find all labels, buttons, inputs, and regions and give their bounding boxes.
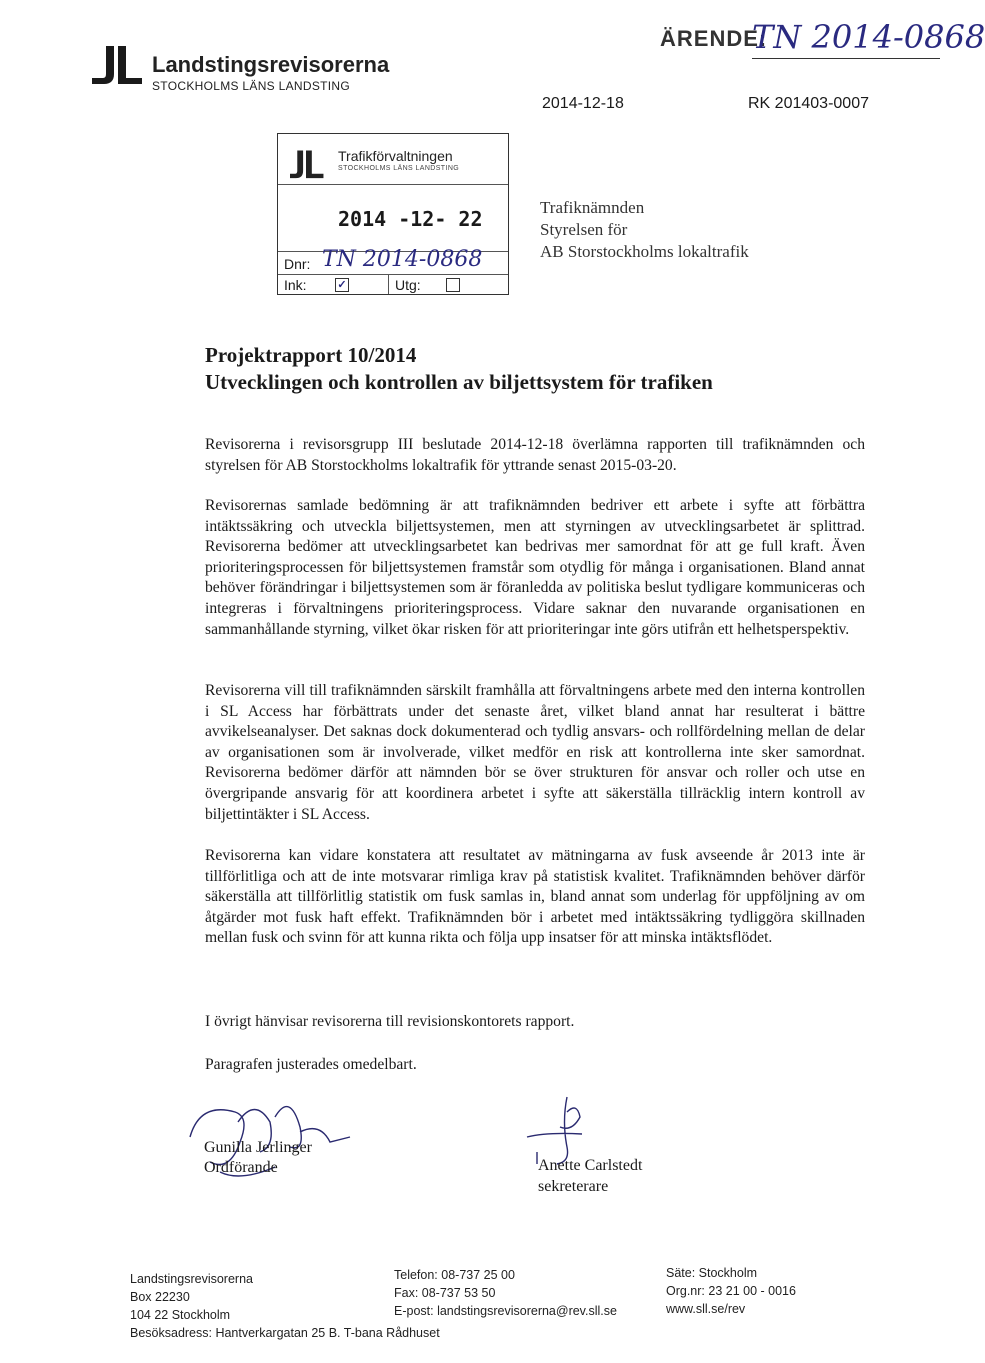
arende-underline bbox=[752, 58, 940, 59]
body-paragraph: Paragrafen justerades omedelbart. bbox=[205, 1056, 417, 1073]
footer-org: Landstingsrevisorerna bbox=[130, 1272, 253, 1286]
signatory-left-role: Ordförande bbox=[204, 1159, 278, 1176]
body-paragraph: Revisorerna i revisorsgrupp III beslutade 2014-12-18 överlämna rapporten till trafiknämnden och styrelsen för AB Storstockholms lokaltrafik för yttrande senast 2015-03-20. bbox=[205, 436, 865, 474]
body-paragraph: I övrigt hänvisar revisorerna till revisionskontorets rapport. bbox=[205, 1013, 575, 1030]
stamp-divider bbox=[278, 184, 508, 185]
body-paragraph: Revisorernas samlade bedömning är att trafiknämnden bedriver ett arbete i syfte att förbättra intäktssäkring och utveckla biljettsystemen, men att styrningen av utvecklingsarbetet är splittrad. Revisorerna bedömer att utvecklingsarbetet kan bedrivas mer samordnat för att ge full kraft. Även prioriteringsprocessen för biljettsystemen framstår som otydlig för många i organisationen. Bland annat behöver förändringar i biljettsystemen som är föranledda av politiska beslut tydligare kommuniceras och integreras i förvaltningens prioriteringsprocess. Vidare saknar den nuvarande organisationen en sammanhållande styrning, vilket ökar risken för att prioriteringar inte görs utifrån ett helhetsperspektiv. bbox=[205, 497, 865, 638]
footer-box: Box 22230 bbox=[130, 1290, 190, 1304]
footer-contact bbox=[394, 1266, 617, 1320]
footer-seat: Säte: Stockholm bbox=[666, 1266, 758, 1280]
stamp-org: Trafikförvaltningen bbox=[338, 148, 453, 164]
arende-handwritten-number: TN 2014-0868 bbox=[752, 18, 985, 56]
signatory-right bbox=[538, 1155, 642, 1197]
stamp-divider-2 bbox=[278, 274, 508, 275]
stamp-dnr-label: Dnr: bbox=[284, 256, 311, 272]
footer-phone: Telefon: 08-737 25 00 bbox=[394, 1268, 515, 1282]
signatory-left-name: Gunilla Jerlinger bbox=[204, 1139, 312, 1156]
document-reference: RK 201403-0007 bbox=[748, 95, 869, 112]
footer-address bbox=[130, 1270, 253, 1324]
stamp-dnr-value: TN 2014-0868 bbox=[322, 247, 483, 272]
trafikforvaltningen-logo bbox=[286, 149, 326, 181]
stamp-separator bbox=[388, 274, 389, 294]
signatory-left bbox=[204, 1138, 312, 1178]
body-paragraph: Revisorerna kan vidare konstatera att resultatet av mätningarna av fusk avseende år 2013 inte är tillförlitliga och att de inte motsvarar rimliga krav på statistisk kvalitet. Trafiknämnden behöver därför säkerställa att tillförlitlig statistik om fusk samlas in, bland annat som underlag för uppföljning av om åtgärder mot fusk haft effekt. Trafiknämnden bör i arbetet med intäktssäkring tydliggöra skillnaden mellan fusk och svinn för att kunna rikta och följa upp insatser för att minska intäktsflödet. bbox=[205, 847, 865, 947]
footer-org-info bbox=[666, 1264, 796, 1318]
recipient-line: AB Storstockholms lokaltrafik bbox=[540, 242, 749, 261]
body-paragraph: Revisorerna vill till trafiknämnden särskilt framhålla att förvaltningens arbete med den interna kontrollen i SL Access har förbättrats under det senaste året, vilket bland annat har resulterat i bättre avvikelseanalyser. Det saknas dock dokumenterad och tydlig ansvars- och rollfördelning mellan de delar av organisationen som är involverade, vilket medför en risk att kontrollerna inte sker samordnat. Revisorerna bedömer därför att nämnden bör se över strukturen för ansvar och roller och utse en övergripande ansvarig för att koordinera arbetet i syfte att säkerställa tillräcklig intern kontroll av biljettintäkter i SL Access. bbox=[205, 682, 865, 823]
footer-fax: Fax: 08-737 53 50 bbox=[394, 1286, 496, 1300]
report-subtitle: Utvecklingen och kontrollen av biljettsystem för trafiken bbox=[205, 370, 713, 394]
footer-web: www.sll.se/rev bbox=[666, 1302, 746, 1316]
report-title: Projektrapport 10/2014 bbox=[205, 343, 417, 367]
recipient-line: Styrelsen för bbox=[540, 220, 628, 239]
stamp-ink-checkbox: ✓ bbox=[335, 278, 349, 292]
org-subtitle: STOCKHOLMS LÄNS LANDSTING bbox=[152, 79, 350, 93]
recipient-line: Trafiknämnden bbox=[540, 198, 645, 217]
stamp-utg-checkbox bbox=[446, 278, 460, 292]
stamp-received-date: 2014 -12- 22 bbox=[338, 207, 483, 231]
document-date: 2014-12-18 bbox=[542, 95, 624, 112]
stamp-utg-label: Utg: bbox=[395, 277, 421, 293]
arende-label: ÄRENDE: bbox=[660, 26, 768, 51]
signatory-right-role: sekreterare bbox=[538, 1178, 609, 1195]
recipients-block bbox=[540, 197, 749, 263]
footer-visit-address: Besöksadress: Hantverkargatan 25 B. T-bana Rådhuset bbox=[130, 1326, 440, 1340]
footer-orgnr: Org.nr: 23 21 00 - 0016 bbox=[666, 1284, 796, 1298]
org-name: Landstingsrevisorerna bbox=[152, 52, 390, 77]
stamp-ink-label: Ink: bbox=[284, 277, 307, 293]
footer-city: 104 22 Stockholm bbox=[130, 1308, 231, 1322]
stamp-org-sub: STOCKHOLMS LÄNS LANDSTING bbox=[338, 165, 460, 172]
landstingsrevisorerna-logo bbox=[92, 44, 144, 88]
footer-email: E-post: landstingsrevisorerna@rev.sll.se bbox=[394, 1304, 617, 1318]
received-stamp bbox=[277, 133, 509, 295]
signatory-right-name: Anette Carlstedt bbox=[538, 1157, 643, 1174]
